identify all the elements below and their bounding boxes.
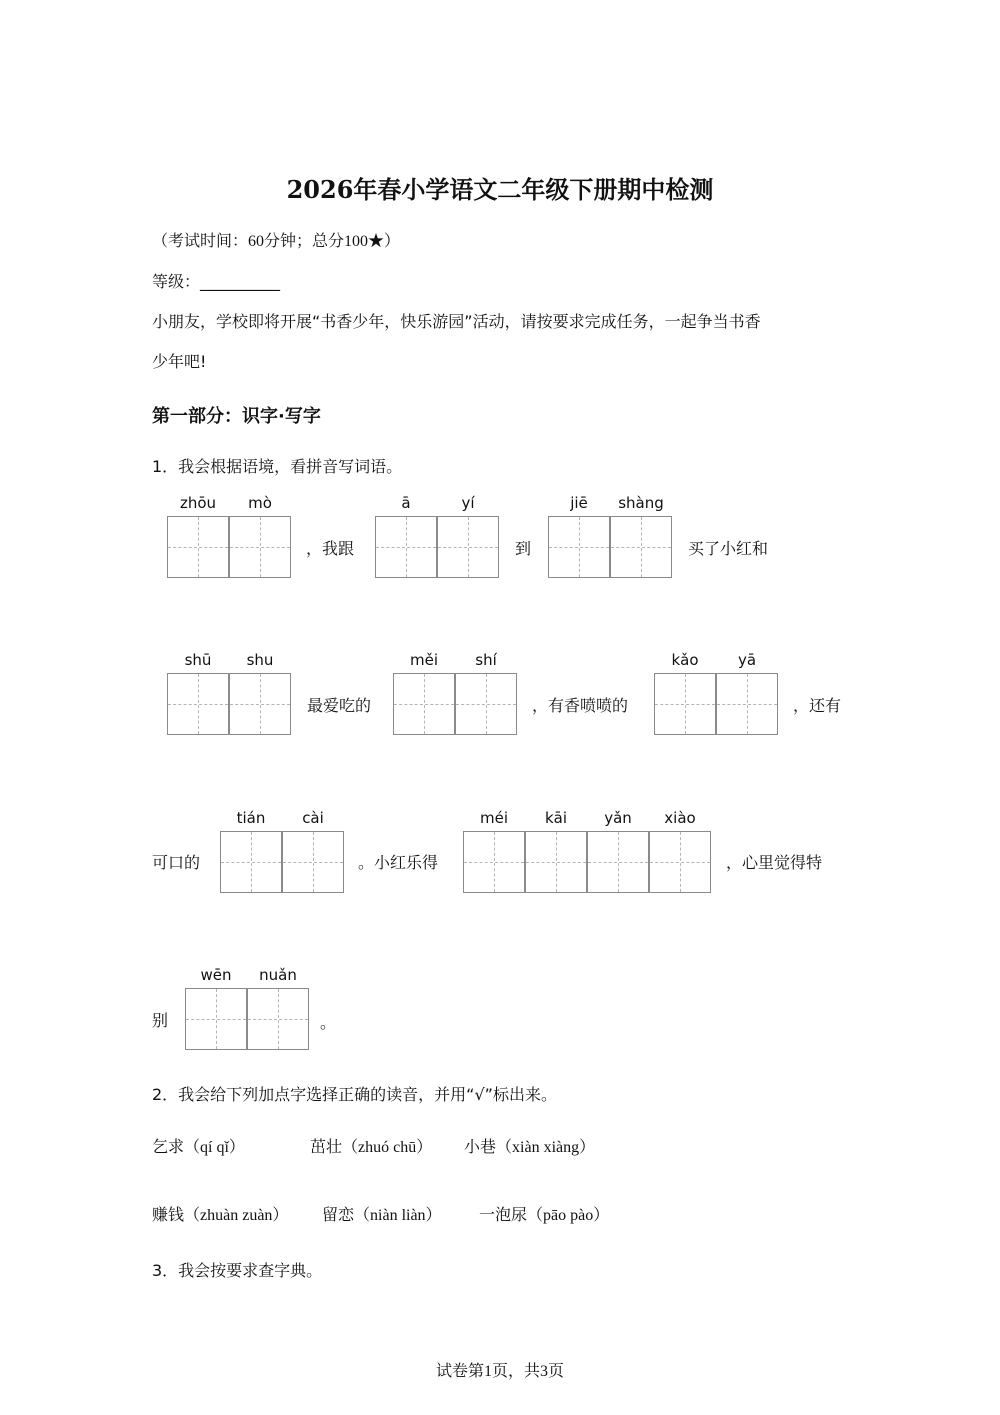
sentence-fragment: 。小红乐得 <box>358 853 439 872</box>
reading-choice-item <box>152 1137 245 1158</box>
choice-word: 一泡尿 <box>479 1205 528 1224</box>
sentence-fragment: 。 <box>320 1013 337 1032</box>
writing-grid-box[interactable] <box>463 831 525 893</box>
writing-grid-box[interactable] <box>375 516 437 578</box>
writing-grid-box[interactable] <box>229 673 291 735</box>
pinyin-label: tián <box>236 809 266 827</box>
choice-options[interactable]: （zhuàn zuàn） <box>184 1207 289 1224</box>
pinyin-group-8 <box>463 809 711 893</box>
pinyin-label: yí <box>461 494 475 512</box>
pinyin-label: kāi <box>544 809 568 827</box>
writing-grid-box[interactable] <box>220 831 282 893</box>
pinyin-group-7 <box>220 809 344 893</box>
pinyin-group-5 <box>393 651 517 735</box>
pinyin-group-2 <box>375 494 499 578</box>
pinyin-group-6 <box>654 651 778 735</box>
writing-grid-box[interactable] <box>649 831 711 893</box>
reading-choice-item <box>464 1137 595 1158</box>
grade-label: 等级：__________ <box>152 272 281 291</box>
choice-word: 乞求 <box>152 1137 185 1156</box>
pinyin-group-9 <box>185 966 309 1050</box>
reading-choice-item <box>152 1205 288 1226</box>
writing-grid-box[interactable] <box>716 673 778 735</box>
writing-grid-box[interactable] <box>525 831 587 893</box>
pinyin-label: shí <box>475 651 497 669</box>
choice-word: 留恋 <box>322 1205 355 1224</box>
page-footer: 试卷第1页，共3页 <box>435 1363 564 1380</box>
sentence-fragment: ，我跟 <box>306 539 355 558</box>
writing-grid-box[interactable] <box>455 673 517 735</box>
sentence-fragment: 别 <box>152 1011 169 1030</box>
choice-options[interactable]: （niàn liàn） <box>354 1207 442 1224</box>
sentence-fragment: ，有香喷喷的 <box>532 696 629 715</box>
writing-grid-box[interactable] <box>167 673 229 735</box>
writing-grid-box[interactable] <box>167 516 229 578</box>
section-1-title: 第一部分：识字·写字 <box>152 406 321 427</box>
pinyin-label: méi <box>479 809 508 827</box>
pinyin-label: cài <box>302 809 324 827</box>
choice-options[interactable]: （qí qǐ） <box>184 1139 245 1156</box>
reading-choice-item <box>479 1205 609 1226</box>
sentence-fragment: 到 <box>515 539 532 558</box>
question-1-prompt: 1．我会根据语境，看拼音写词语。 <box>152 457 403 476</box>
writing-grid-box[interactable] <box>393 673 455 735</box>
pinyin-label: wēn <box>200 966 232 984</box>
pinyin-group-4 <box>167 651 291 735</box>
reading-choice-item <box>322 1205 442 1226</box>
choice-word: 赚钱 <box>152 1205 185 1224</box>
question-3-prompt: 3．我会按要求查字典。 <box>152 1261 323 1280</box>
intro-line-2: 少年吧! <box>152 352 207 371</box>
pinyin-label: měi <box>409 651 438 669</box>
pinyin-label: yǎn <box>604 809 632 827</box>
writing-grid-box[interactable] <box>437 516 499 578</box>
pinyin-label: yā <box>737 651 757 669</box>
intro-line-1: 小朋友，学校即将开展“书香少年，快乐游园”活动，请按要求完成任务，一起争当书香 <box>152 312 761 331</box>
writing-grid-box[interactable] <box>548 516 610 578</box>
choice-options[interactable]: （xiàn xiàng） <box>496 1139 596 1156</box>
pinyin-label: jiē <box>570 494 588 512</box>
pinyin-label: ā <box>401 494 411 512</box>
question-2-prompt: 2．我会给下列加点字选择正确的读音，并用“√”标出来。 <box>152 1085 557 1104</box>
page-title: 2026年春小学语文二年级下册期中检测 <box>286 175 714 204</box>
pinyin-label: shū <box>184 651 212 669</box>
writing-grid-box[interactable] <box>654 673 716 735</box>
choice-word: 茁壮 <box>310 1137 343 1156</box>
sentence-fragment: 最爱吃的 <box>307 696 372 715</box>
writing-grid-box[interactable] <box>229 516 291 578</box>
pinyin-label: nuǎn <box>259 966 297 984</box>
sentence-fragment: ，心里觉得特 <box>726 853 823 872</box>
writing-grid-box[interactable] <box>247 988 309 1050</box>
pinyin-label: kǎo <box>671 651 699 669</box>
writing-grid-box[interactable] <box>185 988 247 1050</box>
pinyin-group-3 <box>548 494 672 578</box>
choice-options[interactable]: （zhuó chū） <box>342 1139 433 1156</box>
writing-grid-box[interactable] <box>610 516 672 578</box>
choice-options[interactable]: （pāo pào） <box>527 1207 610 1224</box>
sentence-fragment: ，还有 <box>793 696 842 715</box>
pinyin-label: shàng <box>618 494 664 512</box>
pinyin-group-1 <box>167 494 291 578</box>
sentence-fragment: 买了小红和 <box>688 539 769 558</box>
pinyin-label: shu <box>246 651 274 669</box>
pinyin-label: mò <box>248 494 272 512</box>
exam-info: （考试时间：60分钟；总分100★） <box>152 233 401 250</box>
writing-grid-box[interactable] <box>282 831 344 893</box>
reading-choice-item <box>310 1137 432 1158</box>
pinyin-label: xiào <box>664 809 696 827</box>
sentence-fragment: 可口的 <box>152 853 201 872</box>
pinyin-label: zhōu <box>179 494 217 512</box>
writing-grid-box[interactable] <box>587 831 649 893</box>
choice-word: 小巷 <box>464 1137 497 1156</box>
